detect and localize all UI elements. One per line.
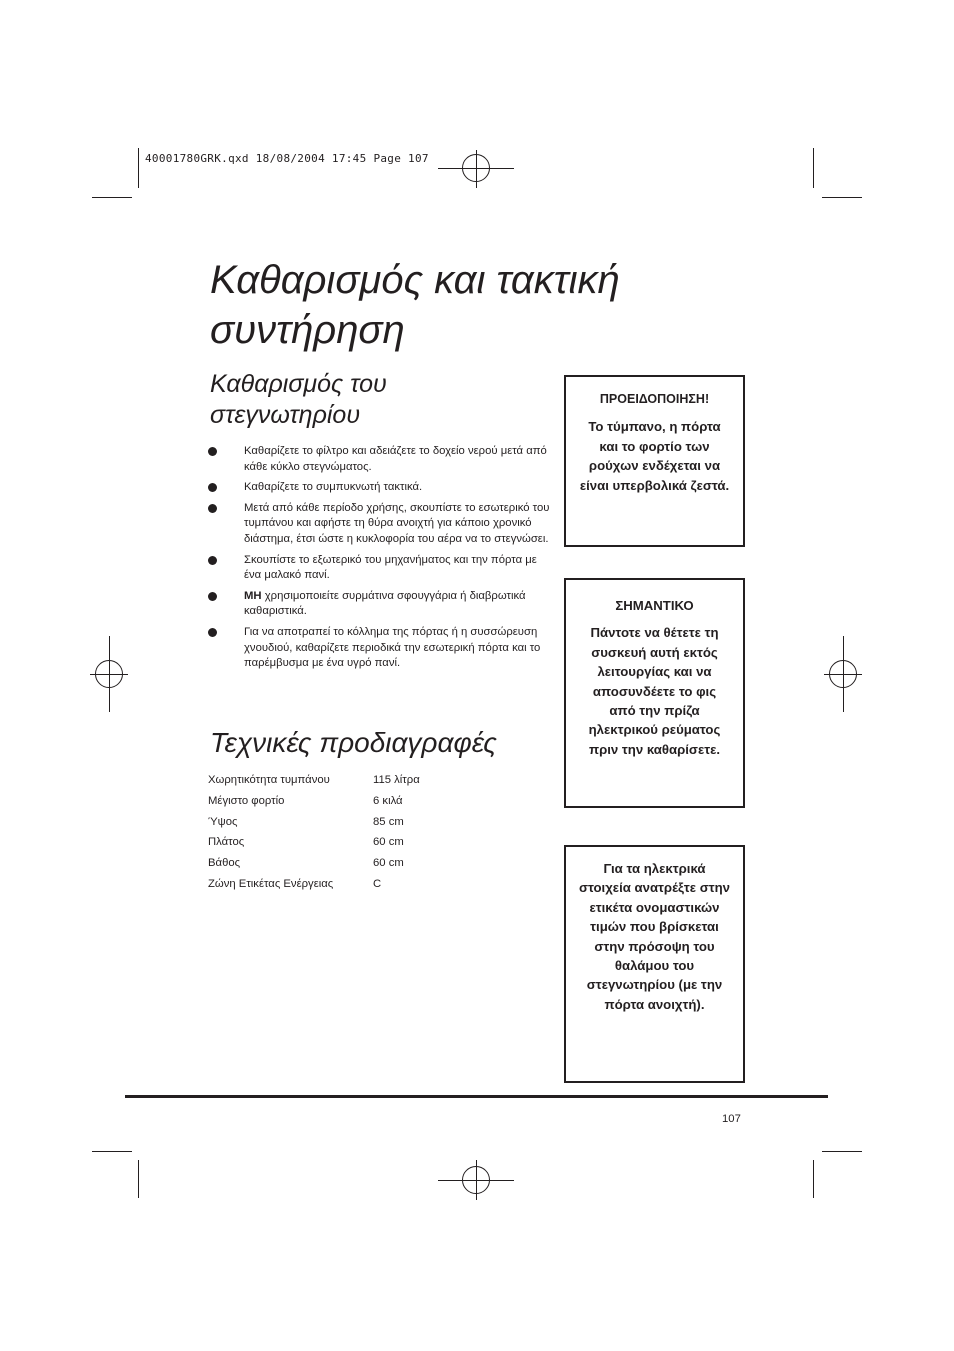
crop-mark bbox=[822, 197, 862, 198]
table-row: Πλάτος 60 cm bbox=[208, 836, 404, 849]
list-item: Για να αποτραπεί το κόλλημα της πόρτας ή η συσσώρευση χνουδιού, καθαρίζετε περιοδικά την εσωτερική πόρτα και το παρέμβυσμα με ένα υγρό πανί. bbox=[208, 625, 553, 672]
page-title: Καθαρισμός και τακτική συντήρηση bbox=[210, 258, 620, 352]
crop-mark bbox=[822, 1151, 862, 1152]
table-row: Μέγιστο φορτίο 6 κιλά bbox=[208, 795, 403, 808]
list-item: Καθαρίζετε το φίλτρο και αδειάζετε το δοχείο νερού μετά από κάθε κύκλο στεγνώματος. bbox=[208, 444, 553, 475]
crop-mark bbox=[813, 1160, 814, 1198]
bullet-icon bbox=[208, 504, 217, 513]
footer-rule bbox=[125, 1095, 828, 1098]
section-heading-specs: Τεχνικές προδιαγραφές bbox=[210, 727, 497, 758]
list-item: Μετά από κάθε περίοδο χρήσης, σκουπίστε το εσωτερικό του τυμπάνου και αφήστε τη θύρα ανοιχτή για κάποιο χρονικό διάστημα, έτσι ώστε η κυκλοφορία του αέρα να το στεγνώσει. bbox=[208, 501, 553, 548]
table-row: Ύψος 85 cm bbox=[208, 815, 404, 828]
important-text: Πάντοτε να θέτετε τη συσκευή αυτή εκτός λειτουργίας και να αποσυνδέετε το φις από την πρίζα ηλεκτρικού ρεύματος πριν την καθαρίσετε. bbox=[588, 625, 721, 757]
list-item: Καθαρίζετε το συμπυκνωτή τακτικά. bbox=[208, 480, 553, 496]
bullet-icon bbox=[208, 447, 217, 456]
crop-mark bbox=[138, 148, 139, 188]
warning-text: Το τύμπανο, η πόρτα και το φορτίο των ρούχων ενδέχεται να είναι υπερβολικά ζεστά. bbox=[579, 419, 730, 493]
specs-table bbox=[208, 770, 420, 894]
table-row: Ζώνη Ετικέτας Ενέργειας C bbox=[208, 877, 382, 890]
cleaning-list bbox=[208, 444, 553, 677]
table-row: Χωρητικότητα τυμπάνου 115 λίτρα bbox=[208, 774, 420, 787]
bullet-icon bbox=[208, 556, 217, 565]
crop-mark bbox=[92, 1151, 132, 1152]
table-row: Βάθος 60 cm bbox=[208, 857, 404, 870]
page-number: 107 bbox=[722, 1113, 741, 1125]
list-item: ΜΗ χρησιμοποιείτε συρμάτινα σφουγγάρια ή διαβρωτικά καθαριστικά. bbox=[208, 589, 553, 620]
crop-mark bbox=[813, 148, 814, 188]
bullet-icon bbox=[208, 628, 217, 637]
bullet-icon bbox=[208, 483, 217, 492]
crop-mark bbox=[92, 197, 132, 198]
list-item: Σκουπίστε το εξωτερικό του μηχανήματος και την πόρτα με ένα μαλακό πανί. bbox=[208, 553, 553, 584]
warning-heading: ΠΡΟΕΙΔΟΠΟΙΗΣΗ! bbox=[599, 392, 710, 406]
important-box bbox=[564, 578, 745, 808]
important-heading: ΣΗΜΑΝΤΙΚΟ bbox=[615, 598, 694, 613]
warning-box bbox=[564, 375, 745, 547]
crop-mark bbox=[138, 1160, 139, 1198]
electrical-info-text: Για τα ηλεκτρικά στοιχεία ανατρέξτε στην ετικέτα ονομαστικών τιμών που βρίσκεται στην πρόσοψη του θαλάμου του στεγνωτηρίου (με την πόρτα ανοιχτή). bbox=[578, 861, 731, 1012]
section-heading-cleaning: Καθαρισμός του στεγνωτηρίου bbox=[210, 370, 387, 429]
bullet-icon bbox=[208, 592, 217, 601]
file-slug: 40001780GRK.qxd 18/08/2004 17:45 Page 107 bbox=[145, 152, 429, 165]
electrical-info-box bbox=[564, 845, 745, 1083]
